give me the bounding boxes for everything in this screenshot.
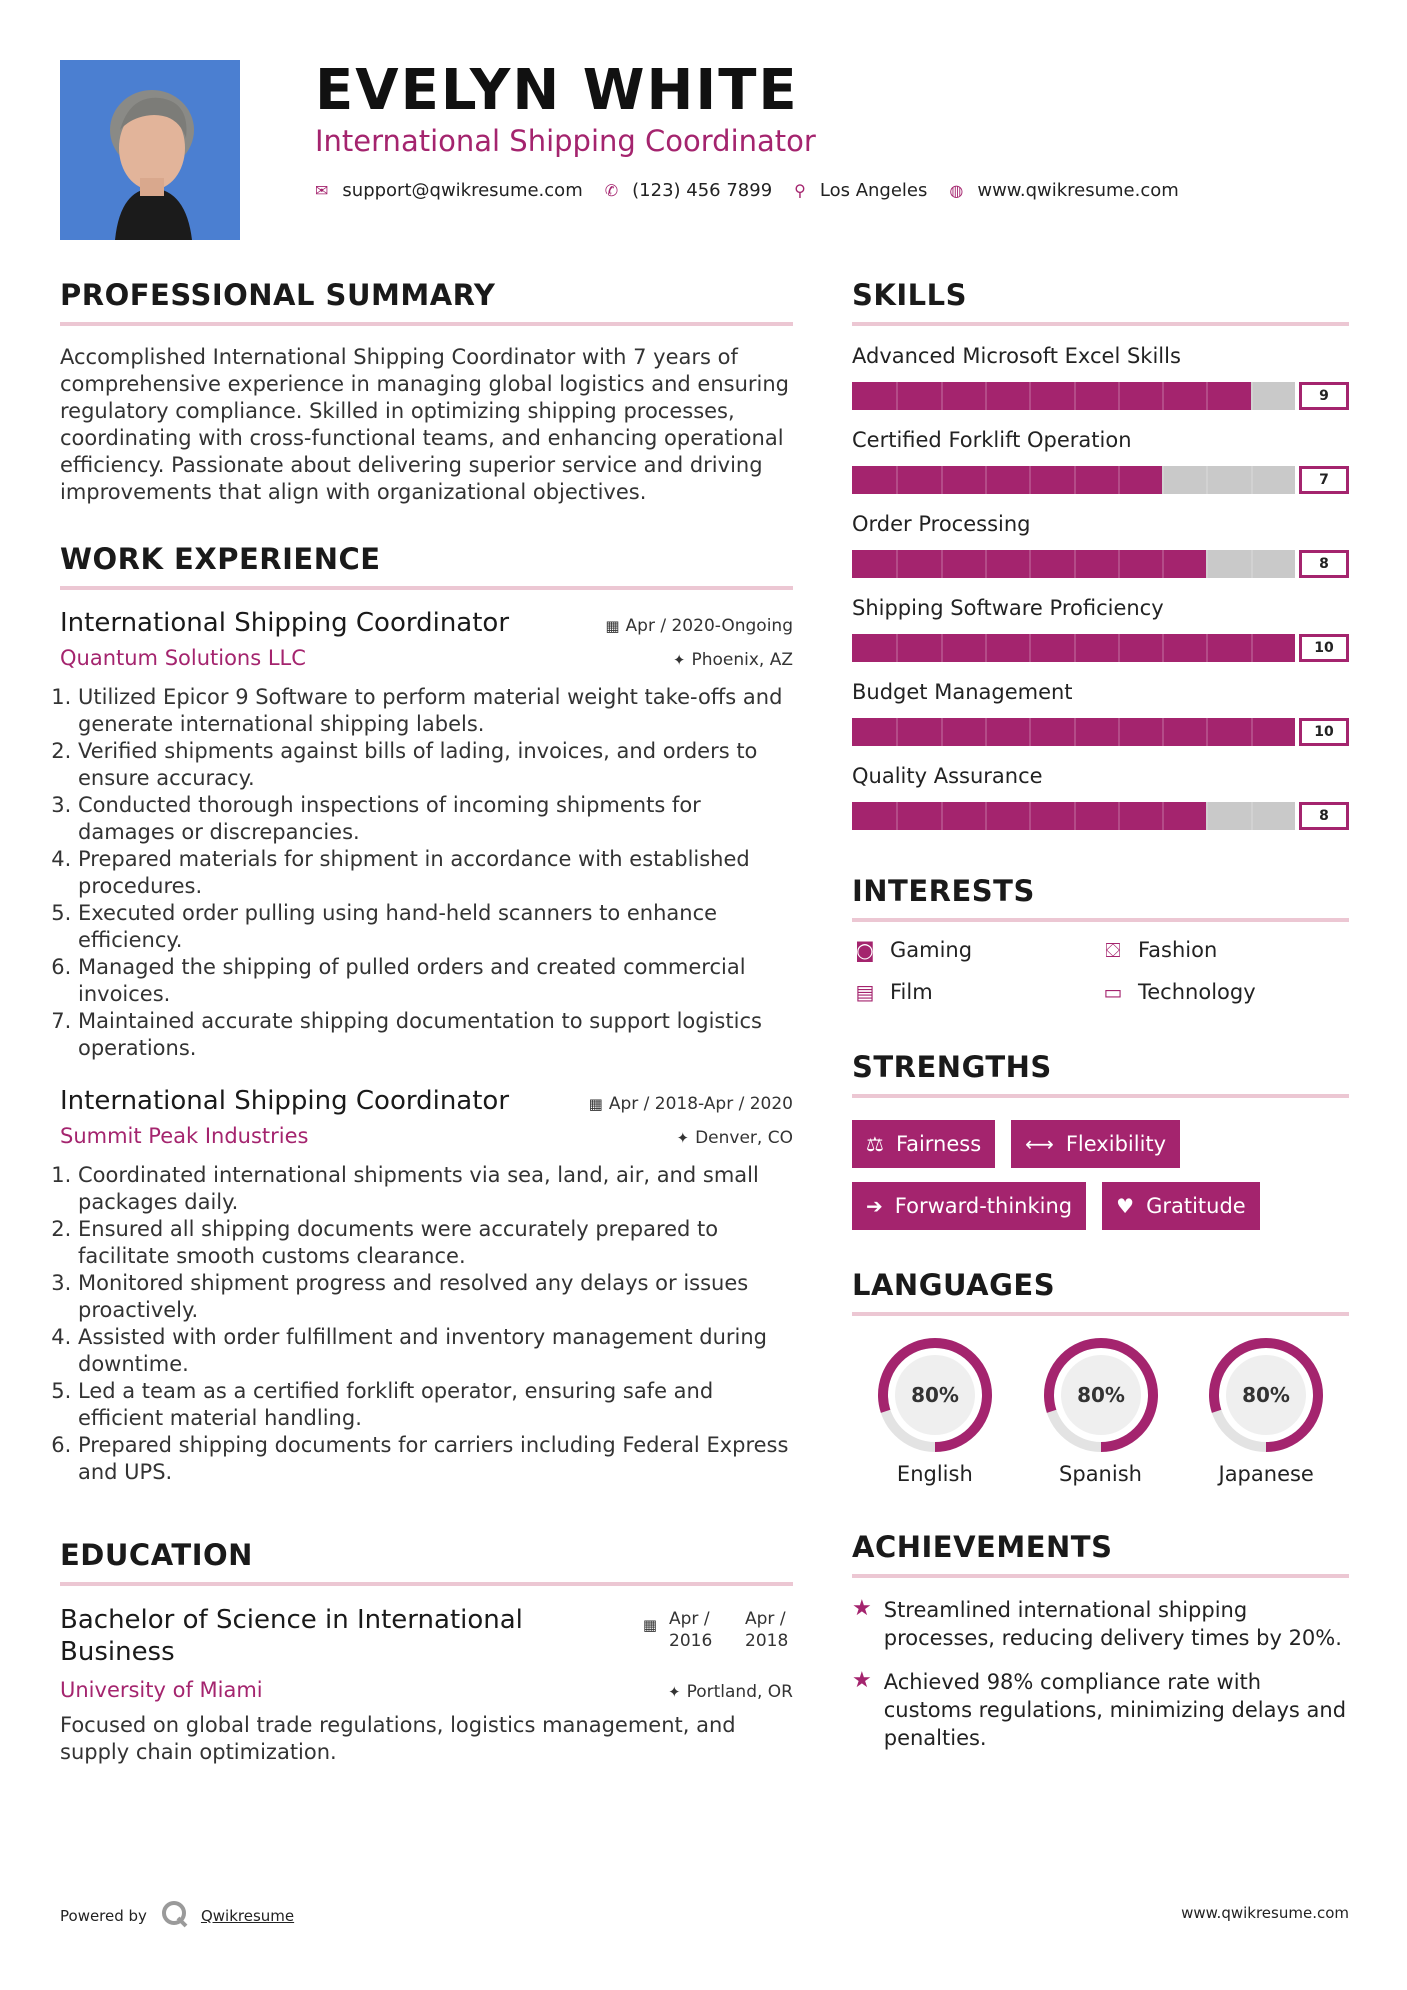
right-column (852, 278, 1349, 1752)
skill-segment (1118, 466, 1120, 494)
skill-segment (1162, 550, 1164, 578)
skill-item (852, 428, 1349, 494)
skill-segment (1118, 718, 1120, 746)
skill-segment (896, 634, 898, 662)
skill-bar (852, 634, 1349, 662)
interest-item: ▭ Technology (1100, 980, 1348, 1004)
skill-segment (1074, 466, 1076, 494)
bullet-item: 2. Verified shipments against bills of lading, invoices, and orders to ensure accuracy. (78, 738, 793, 792)
candidate-title: International Shipping Coordinator (315, 124, 816, 158)
skill-segment (1251, 550, 1253, 578)
education-date (643, 1608, 793, 1652)
star-icon: ★ (852, 1668, 872, 1693)
skill-segment (896, 802, 898, 830)
skill-segment (1029, 550, 1031, 578)
globe-icon: ◍ (949, 181, 964, 200)
strength-chip: ➔ Forward-thinking (852, 1182, 1086, 1230)
skill-segment (1251, 718, 1253, 746)
language-ring (1040, 1334, 1162, 1456)
bullet-item: 7. Maintained accurate shipping documentation to support logistics operations. (78, 1008, 793, 1062)
skill-segment (1206, 634, 1208, 662)
qwikresume-logo-icon (161, 1900, 189, 1932)
skill-segment (896, 718, 898, 746)
skill-segment (1029, 634, 1031, 662)
skill-track (852, 718, 1295, 746)
envelope-icon: ✉ (315, 181, 329, 200)
gamepad-icon: ◙ (855, 938, 875, 962)
strength-chip: ⚖ Fairness (852, 1120, 995, 1168)
strength-chip: ♥ Gratitude (1102, 1182, 1260, 1230)
bullet-item: 3. Monitored shipment progress and resolved any delays or issues proactively. (78, 1270, 793, 1324)
strengths-heading: STRENGTHS (852, 1050, 1349, 1098)
balance-scale-icon: ⚖ (866, 1132, 884, 1156)
job-bullets (60, 684, 793, 1062)
skill-segment (1251, 634, 1253, 662)
job-location: ✦ Denver, CO (676, 1128, 793, 1148)
skill-bar (852, 802, 1349, 830)
interests-list (852, 938, 1349, 1004)
bullet-item: 6. Prepared shipping documents for carriers including Federal Express and UPS. (78, 1432, 793, 1486)
skill-track (852, 382, 1295, 410)
job-date: ▦ Apr / 2018-Apr / 2020 (588, 1094, 793, 1114)
languages-list (852, 1334, 1349, 1486)
skill-segment (941, 466, 943, 494)
calendar-icon: ▦ (642, 1616, 657, 1634)
skill-segment (1074, 550, 1076, 578)
skill-segment (896, 466, 898, 494)
skill-segment (1074, 802, 1076, 830)
bullet-item: 4. Prepared materials for shipment in accordance with established procedures. (78, 846, 793, 900)
skill-item (852, 512, 1349, 578)
skill-segment (985, 634, 987, 662)
strengths-list (852, 1120, 1349, 1230)
language-level: 80% (910, 1383, 959, 1407)
skill-track (852, 802, 1295, 830)
bullet-item: 6. Managed the shipping of pulled orders and created commercial invoices. (78, 954, 793, 1008)
experience-heading: WORK EXPERIENCE (60, 542, 793, 590)
skill-segment (1206, 550, 1208, 578)
skill-segment (1074, 634, 1076, 662)
skill-segment (1251, 802, 1253, 830)
bullet-item: 4. Assisted with order fulfillment and inventory management during downtime. (78, 1324, 793, 1378)
skill-score: 8 (1299, 550, 1349, 578)
skill-segment (1251, 382, 1253, 410)
skill-segment (1162, 802, 1164, 830)
skill-track (852, 466, 1295, 494)
language-level: 80% (1242, 1383, 1291, 1407)
skill-segment (1162, 466, 1164, 494)
skill-name: Shipping Software Proficiency (852, 596, 1164, 620)
edu-date-start: Apr / 2016 (669, 1609, 713, 1651)
powered-by-text: Powered by (60, 1907, 147, 1925)
skills-list (852, 344, 1349, 830)
skill-segment (1162, 634, 1164, 662)
language-name: English (896, 1462, 973, 1486)
skill-item (852, 344, 1349, 410)
skill-name: Order Processing (852, 512, 1031, 536)
contact-website[interactable] (949, 180, 1178, 201)
skill-fill (852, 382, 1251, 410)
candidate-name: EVELYN WHITE (315, 58, 799, 123)
language-level: 80% (1076, 1383, 1125, 1407)
bullet-item: 1. Coordinated international shipments via sea, land, air, and small packages daily. (78, 1162, 793, 1216)
summary-text: Accomplished International Shipping Coordinator with 7 years of comprehensive experience in managing global logistics and ensuring regulatory compliance. Skilled in optimizing shipping processes, coordinating with cross-functional teams, and enhancing operational efficiency. Passionate about delivering superior service and driving improvements that align with organizational objectives. (60, 345, 789, 504)
skill-bar (852, 382, 1349, 410)
brand-link[interactable]: Qwikresume (200, 1907, 295, 1925)
skill-name: Advanced Microsoft Excel Skills (852, 344, 1181, 368)
edu-date-end: Apr / 2018 (745, 1609, 789, 1651)
achievement-item: ★ Streamlined international shipping processes, reducing delivery times by 20%. (852, 1596, 1342, 1650)
pushpin-icon: ✦ (672, 651, 686, 669)
skill-segment (941, 382, 943, 410)
interests-heading: INTERESTS (852, 874, 1349, 922)
skill-segment (941, 718, 943, 746)
skill-segment (1074, 382, 1076, 410)
skill-segment (1118, 382, 1120, 410)
skills-heading: SKILLS (852, 278, 1349, 326)
contact-phone[interactable] (605, 180, 772, 201)
interest-item: ▤ Film (852, 980, 1100, 1004)
skill-segment (1029, 802, 1031, 830)
arrow-right-icon: ➔ (866, 1194, 883, 1218)
laptop-icon: ▭ (1103, 980, 1123, 1004)
skill-segment (941, 802, 943, 830)
skill-score: 10 (1299, 718, 1349, 746)
skill-score: 8 (1299, 802, 1349, 830)
skill-segment (896, 382, 898, 410)
company-name: Summit Peak Industries (60, 1124, 309, 1148)
skill-fill (852, 466, 1162, 494)
skill-track (852, 550, 1295, 578)
skill-segment (985, 802, 987, 830)
skill-segment (985, 382, 987, 410)
job-location: ✦ Phoenix, AZ (672, 650, 793, 670)
bullet-item: 1. Utilized Epicor 9 Software to perform material weight take-offs and generate international shipping labels. (78, 684, 793, 738)
calendar-icon: ▦ (605, 617, 620, 635)
skill-name: Certified Forklift Operation (852, 428, 1132, 452)
strength-chip: ⟷ Flexibility (1011, 1120, 1180, 1168)
education-location: ✦ Portland, OR (668, 1682, 793, 1702)
contact-bar (315, 180, 1201, 201)
pushpin-icon: ✦ (668, 1683, 681, 1701)
skill-score: 9 (1299, 382, 1349, 410)
languages-heading: LANGUAGES (852, 1268, 1349, 1316)
film-icon: ▤ (855, 980, 875, 1004)
interest-item: ◙ Gaming (852, 938, 1100, 962)
skill-segment (1162, 382, 1164, 410)
email-text: support@qwikresume.com (342, 180, 583, 201)
phone-text: (123) 456 7899 (632, 180, 773, 201)
skill-track (852, 634, 1295, 662)
bullet-item: 2. Ensured all shipping documents were accurately prepared to facilitate smooth customs clearance. (78, 1216, 793, 1270)
skill-item (852, 596, 1349, 662)
skill-segment (1029, 466, 1031, 494)
calendar-icon: ▦ (588, 1095, 603, 1113)
job-title: International Shipping Coordinator (60, 608, 510, 638)
contact-location (794, 180, 927, 201)
skill-name: Quality Assurance (852, 764, 1043, 788)
skill-bar (852, 550, 1349, 578)
language-ring (874, 1334, 996, 1456)
achievements-heading: ACHIEVEMENTS (852, 1530, 1349, 1578)
language-name: Spanish (1059, 1462, 1142, 1486)
contact-email[interactable] (315, 180, 583, 201)
skill-bar (852, 466, 1349, 494)
skill-segment (985, 718, 987, 746)
skill-segment (896, 550, 898, 578)
bullet-item: 5. Led a team as a certified forklift operator, ensuring safe and efficient material handling. (78, 1378, 793, 1432)
degree-title: Bachelor of Science in International Business (60, 1605, 523, 1667)
language-item (1183, 1334, 1349, 1486)
skill-score: 10 (1299, 634, 1349, 662)
education-heading: EDUCATION (60, 1538, 793, 1586)
language-item (1018, 1334, 1184, 1486)
language-name: Japanese (1218, 1462, 1314, 1486)
language-ring (1205, 1334, 1327, 1456)
skill-segment (1206, 718, 1208, 746)
skill-segment (941, 634, 943, 662)
skill-segment (1029, 718, 1031, 746)
map-pin-icon: ⚲ (794, 181, 806, 200)
skill-segment (1118, 802, 1120, 830)
skill-segment (985, 466, 987, 494)
left-column (60, 278, 793, 1766)
skill-segment (985, 550, 987, 578)
skill-segment (1206, 382, 1208, 410)
skill-segment (1206, 466, 1208, 494)
bullet-item: 5. Executed order pulling using hand-held scanners to enhance efficiency. (78, 900, 793, 954)
interest-item: ⛋ Fashion (1100, 938, 1348, 962)
skill-segment (941, 550, 943, 578)
skill-item (852, 680, 1349, 746)
job-entry (60, 1086, 793, 1486)
job-title: International Shipping Coordinator (60, 1086, 510, 1116)
skill-bar (852, 718, 1349, 746)
job-bullets (60, 1162, 793, 1486)
language-item (852, 1334, 1018, 1486)
phone-icon: ✆ (604, 181, 619, 200)
school-name: University of Miami (60, 1678, 263, 1702)
footer-powered (60, 1900, 294, 1932)
bullet-item: 3. Conducted thorough inspections of incoming shipments for damages or discrepancies. (78, 792, 793, 846)
pushpin-icon: ✦ (676, 1129, 690, 1147)
skill-segment (1251, 466, 1253, 494)
skill-name: Budget Management (852, 680, 1073, 704)
skill-segment (1118, 634, 1120, 662)
job-date: ▦ Apr / 2020-Ongoing (605, 616, 793, 636)
education-description: Focused on global trade regulations, logistics management, and supply chain optimization. (60, 1713, 736, 1764)
skill-segment (1206, 802, 1208, 830)
shopping-bag-icon: ⛋ (1105, 938, 1121, 962)
skill-segment (1118, 550, 1120, 578)
skill-segment (1029, 382, 1031, 410)
company-name: Quantum Solutions LLC (60, 646, 306, 670)
arrows-horizontal-icon: ⟷ (1025, 1132, 1054, 1156)
skill-score: 7 (1299, 466, 1349, 494)
website-text: www.qwikresume.com (977, 180, 1179, 201)
location-text: Los Angeles (819, 180, 928, 201)
job-entry (60, 608, 793, 1062)
star-icon: ★ (852, 1596, 872, 1621)
skill-item (852, 764, 1349, 830)
footer-website[interactable]: www.qwikresume.com (1181, 1904, 1349, 1922)
profile-photo (60, 60, 240, 240)
heart-icon: ♥ (1116, 1194, 1135, 1218)
skill-segment (1074, 718, 1076, 746)
summary-heading: PROFESSIONAL SUMMARY (60, 278, 793, 326)
skill-segment (1162, 718, 1164, 746)
achievement-item: ★ Achieved 98% compliance rate with customs regulations, minimizing delays and penalties. (852, 1668, 1347, 1750)
